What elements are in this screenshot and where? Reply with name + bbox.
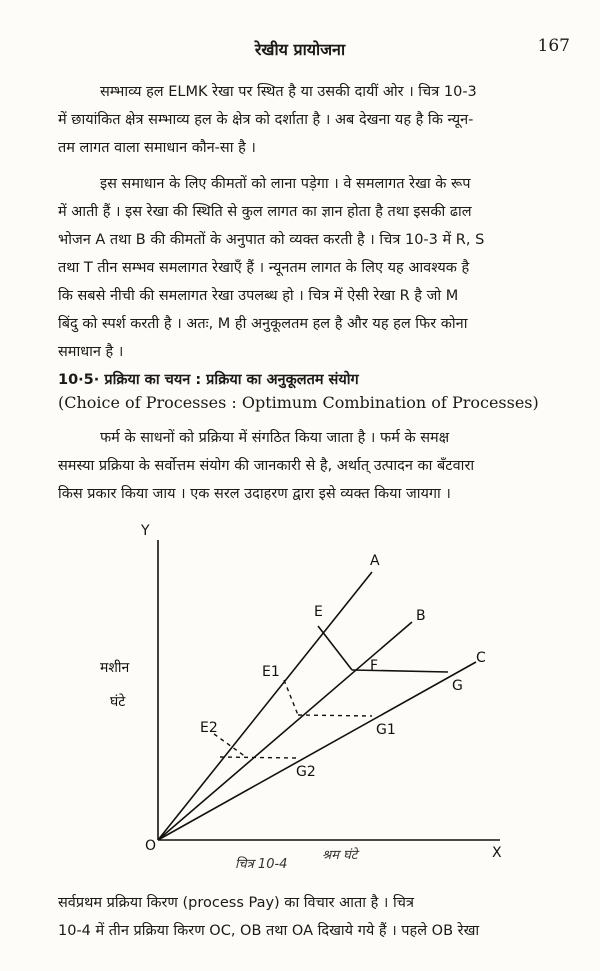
y-axis-label: Y bbox=[141, 523, 150, 539]
para2-line: कि सबसे नीची की समलागत रेखा उपलब्ध हो । चित्र में ऐसी रेखा R है जो M bbox=[58, 288, 459, 304]
x-axis-title: श्रम घंटे bbox=[322, 848, 358, 863]
para4-line: 10-4 में तीन प्रक्रिया किरण OC, OB तथा OA दिखाये गये हैं । पहले OB रेखा bbox=[58, 923, 480, 939]
point-label-e1: E1 bbox=[262, 664, 280, 680]
para3-line: फर्म के साधनों को प्रक्रिया में संगठित किया जाता है । फर्म के समक्ष bbox=[100, 430, 450, 446]
para3-line: समस्या प्रक्रिया के सर्वोत्तम संयोग की जानकारी से है, अर्थात् उत्पादन का बँटवारा bbox=[58, 458, 475, 474]
point-label-g1: G1 bbox=[376, 722, 396, 738]
para2-line: भोजन A तथा B की कीमतों के अनुपात को व्यक्त करती है । चित्र 10-3 में R, S bbox=[58, 232, 485, 248]
para2-line: तथा T तीन सम्भव समलागत रेखाएँ हैं । न्यूनतम लागत के लिए यह आवश्यक है bbox=[58, 260, 470, 276]
running-header: रेखीय प्रायोजना bbox=[254, 40, 346, 59]
dash-e2-mid bbox=[214, 734, 246, 757]
para2-line: समाधान है । bbox=[58, 344, 124, 360]
section-heading: 10·5· प्रक्रिया का चयन : प्रक्रिया का अनुकूलतम संयोग bbox=[58, 372, 359, 388]
page-number: 167 bbox=[537, 36, 570, 56]
para3-line: किस प्रकार किया जाय । एक सरल उदाहरण द्वारा इसे व्यक्त किया जायगा । bbox=[58, 486, 451, 502]
paragraph-3 bbox=[58, 424, 574, 508]
segment-fg bbox=[352, 670, 448, 672]
y-title-line2: घंटे bbox=[110, 694, 126, 710]
ray-oa bbox=[158, 572, 372, 840]
point-label-g2: G2 bbox=[296, 764, 316, 780]
para1-line: में छायांकित क्षेत्र सम्भाव्य हल के क्षेत्र को दर्शाता है । अब देखना यह है कि न्यून- bbox=[58, 112, 474, 128]
ray-label-c: C bbox=[476, 650, 486, 666]
process-rays-figure bbox=[0, 510, 600, 880]
y-title-line1: मशीन bbox=[100, 660, 130, 676]
section-subheading: (Choice of Processes : Optimum Combination of Processes) bbox=[58, 393, 539, 412]
para2-line: में आती हैं । इस रेखा की स्थिति से कुल लागत का ज्ञान होता है तथा इसकी ढाल bbox=[58, 204, 472, 220]
segment-ef bbox=[318, 626, 352, 670]
ray-oc bbox=[158, 662, 476, 840]
point-label-e: E bbox=[314, 604, 323, 620]
figure-caption: चित्र 10-4 bbox=[235, 857, 288, 872]
para2-line: इस समाधान के लिए कीमतों को लाना पड़ेगा । वे समलागत रेखा के रूप bbox=[100, 176, 471, 192]
ray-ob bbox=[158, 622, 412, 840]
paragraph-1 bbox=[58, 78, 574, 162]
para1-line: सम्भाव्य हल ELMK रेखा पर स्थित है या उसकी दायीं ओर । चित्र 10-3 bbox=[100, 84, 477, 100]
dash-e1-mid bbox=[284, 680, 298, 715]
point-label-g: G bbox=[452, 678, 463, 694]
para2-line: बिंदु को स्पर्श करती है । अतः, M ही अनुकूलतम हल है और यह हल फिर कोना bbox=[58, 316, 468, 332]
point-label-f: F bbox=[370, 658, 379, 674]
dash-mid-g2 bbox=[220, 757, 296, 758]
point-label-e2: E2 bbox=[200, 720, 218, 736]
ray-label-b: B bbox=[416, 608, 426, 624]
paragraph-2 bbox=[58, 170, 574, 366]
dash-mid-g1 bbox=[298, 715, 372, 716]
para4-line: सर्वप्रथम प्रक्रिया किरण (process Pay) का विचार आता है । चित्र bbox=[58, 895, 414, 911]
x-axis-label: X bbox=[492, 845, 502, 861]
paragraph-4 bbox=[58, 889, 574, 945]
ray-label-a: A bbox=[370, 553, 380, 569]
origin-label: O bbox=[145, 838, 157, 854]
para1-line: तम लागत वाला समाधान कौन-सा है । bbox=[58, 140, 256, 156]
